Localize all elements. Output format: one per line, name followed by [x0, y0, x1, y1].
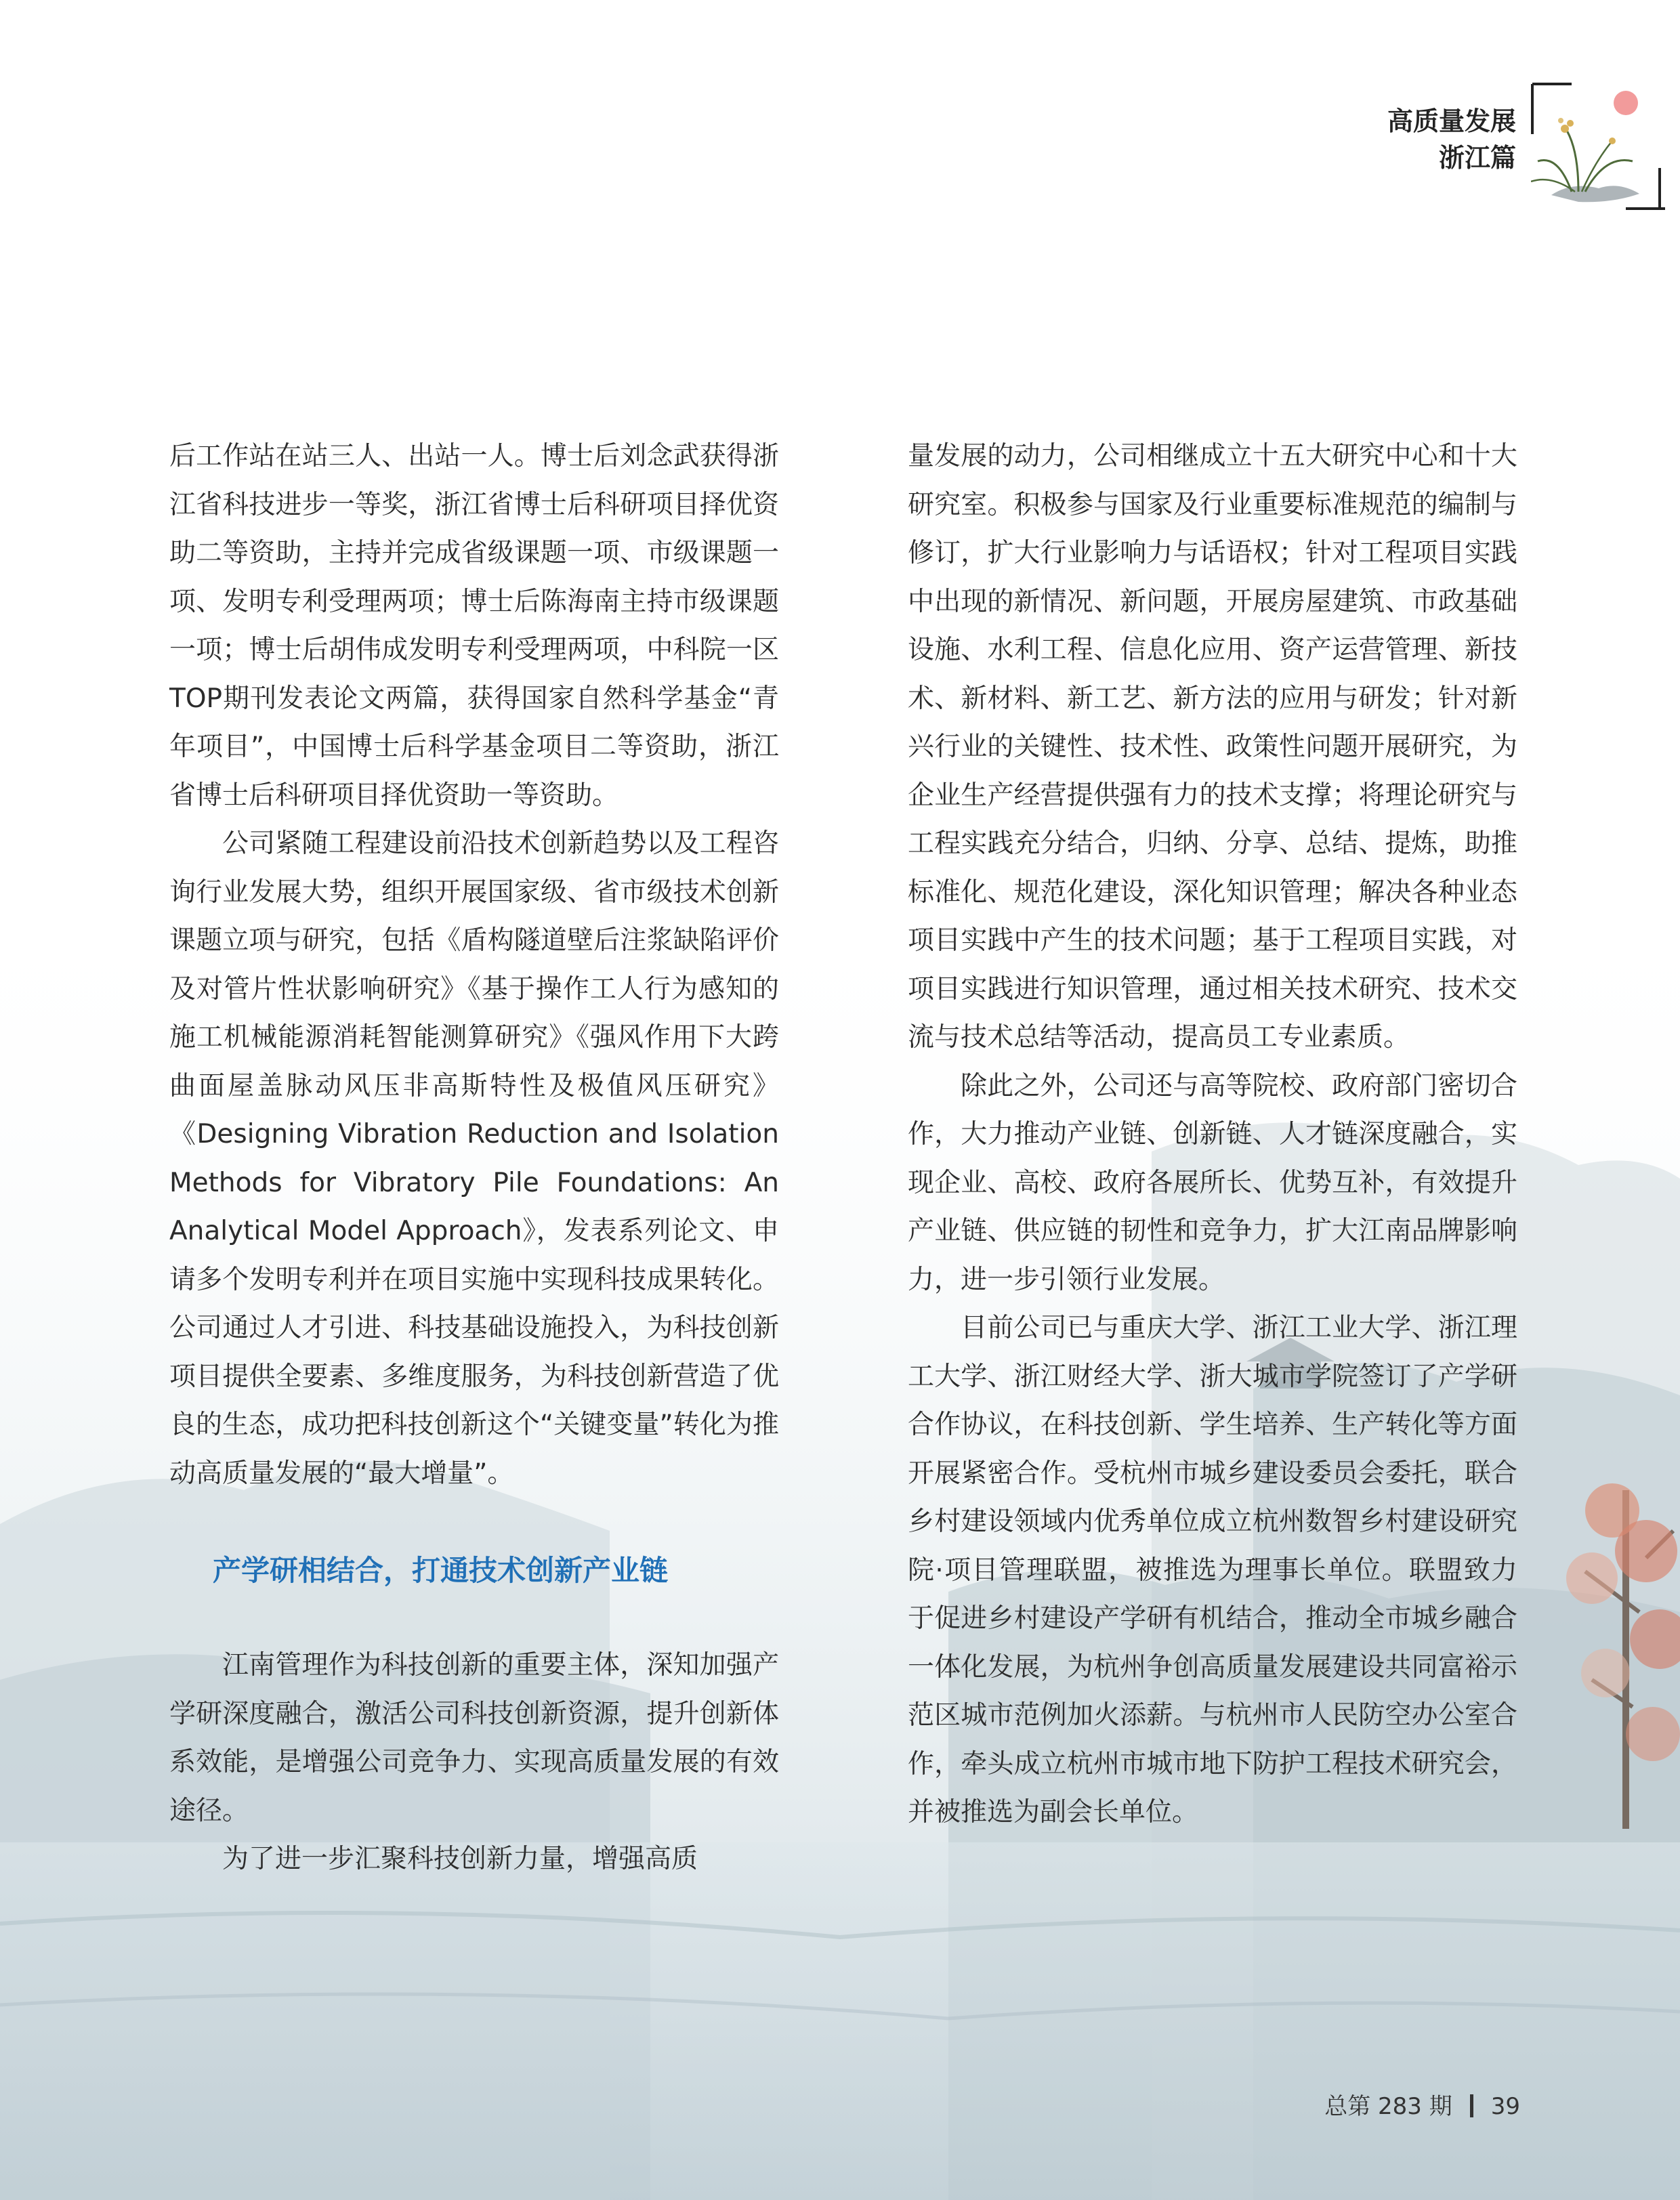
page-footer — [1324, 2092, 1520, 2121]
column-header — [1137, 103, 1516, 176]
orchid-frame-decoration — [1531, 80, 1666, 215]
footer-separator — [1470, 2094, 1473, 2117]
paragraph: 量发展的动力，公司相继成立十五大研究中心和十大研究室。积极参与国家及行业重要标准规范的编制与修订，扩大行业影响力与话语权；针对工程项目实践中出现的新情况、新问题，开展房屋建筑、市政基础设施、水利工程、信息化应用、资产运营管理、新技术、新材料、新工艺、新方法的应用与研发；针对新兴行业的关键性、技术性、政策性问题开展研究，为企业生产经营提供强有力的技术支撑；将理论研究与工程实践充分结合，归纳、分享、总结、提炼，助推标准化、规范化建设，深化知识管理；解决各种业态项目实践中产生的技术问题；基于工程项目实践，对项目实践进行知识管理，通过相关技术研究、技术交流与技术总结等活动，提高员工专业素质。 — [908, 441, 1517, 1053]
paragraph: 公司紧随工程建设前沿技术创新趋势以及工程咨询行业发展大势，组织开展国家级、省市级技术创新课题立项与研究，包括《盾构隧道壁后注浆缺陷评价及对管片性状影响研究》《基于操作工人行为感知的施工机械能源消耗智能测算研究》《强风作用下大跨曲面屋盖脉动风压非高斯特性及极值风压研究》《Designing Vibration Reduction and Isolation Methods for Vibratory Pile Foundations: An Analytical Model Approach》，发表系列论文、申请多个发明专利并在项目实施中实现科技成果转化。公司通过人才引进、科技基础设施投入，为科技创新项目提供全要素、多维度服务，为科技创新营造了优良的生态，成功把科技创新这个“关键变量”转化为推动高质量发展的“最大增量”。 — [169, 828, 779, 1489]
paragraph: 除此之外，公司还与高等院校、政府部门密切合作，大力推动产业链、创新链、人才链深度融合，实现企业、高校、政府各展所长、优势互补，有效提升产业链、供应链的韧性和竞争力，扩大江南品牌影响力，进一步引领行业发展。 — [908, 1070, 1517, 1295]
sun-icon — [1614, 91, 1638, 115]
left-text-column — [169, 432, 779, 1884]
paragraph: 后工作站在站三人、出站一人。博士后刘念武获得浙江省科技进步一等奖，浙江省博士后科研项目择优资助二等资助，主持并完成省级课题一项、市级课题一项、发明专利受理两项；博士后陈海南主持市级课题一项；博士后胡伟成发明专利受理两项，中科院一区TOP期刊发表论文两篇，获得国家自然科学基金“青年项目”，中国博士后科学基金项目二等资助，浙江省博士后科研项目择优资助一等资助。 — [169, 441, 779, 811]
issue-number: 总第 283 期 — [1324, 2093, 1452, 2120]
header-line-2: 浙江篇 — [1438, 143, 1516, 173]
right-text-column — [908, 432, 1517, 1837]
header-line-1: 高质量发展 — [1387, 106, 1516, 136]
section-heading: 产学研相结合，打通技术创新产业链 — [213, 1554, 669, 1587]
paragraph: 目前公司已与重庆大学、浙江工业大学、浙江理工大学、浙江财经大学、浙大城市学院签订了产学研合作协议，在科技创新、学生培养、生产转化等方面开展紧密合作。受杭州市城乡建设委员会委托，联合乡村建设领域内优秀单位成立杭州数智乡村建设研究院·项目管理联盟，被推选为理事长单位。联盟致力于促进乡村建设产学研有机结合，推动全市城乡融合一体化发展，为杭州争创高质量发展建设共同富裕示范区城市范例加火添薪。与杭州市人民防空办公室合作，牵头成立杭州市城市地下防护工程技术研究会，并被推选为副会长单位。 — [908, 1313, 1517, 1827]
page-number: 39 — [1490, 2093, 1520, 2120]
paragraph: 江南管理作为科技创新的重要主体，深知加强产学研深度融合，激活公司科技创新资源，提升创新体系效能，是增强公司竞争力、实现高质量发展的有效途径。 — [169, 1650, 779, 1826]
paragraph: 为了进一步汇聚科技创新力量，增强高质 — [222, 1844, 698, 1874]
